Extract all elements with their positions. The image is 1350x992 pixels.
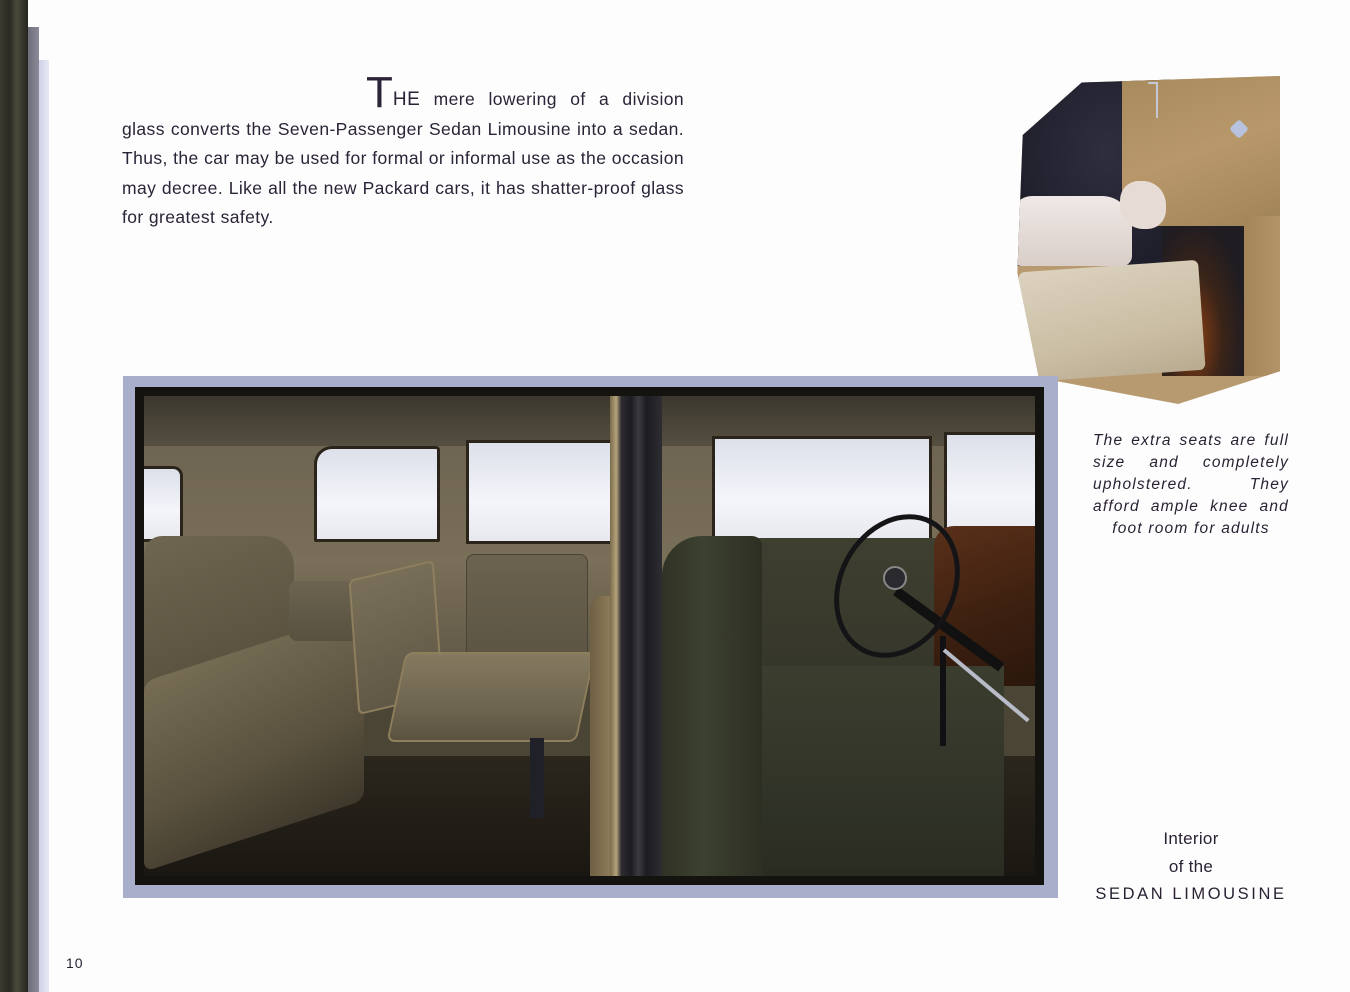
main-photo-mat — [123, 376, 1058, 898]
binding-spine-light — [39, 60, 49, 992]
front-seat-cushion — [744, 666, 1004, 876]
vignette-gloved-arm — [1012, 196, 1132, 266]
sedan-limousine-interior-photo — [144, 396, 1035, 876]
caption-line-2: of the — [1168, 857, 1214, 876]
binding-spine-grey — [28, 27, 39, 992]
drop-cap: T — [366, 68, 393, 117]
main-photo-frame — [135, 387, 1044, 885]
caption-line-1: Interior — [1163, 829, 1219, 848]
door-panel — [466, 554, 588, 666]
vignette-jump-seat — [1018, 260, 1205, 382]
jump-seat-cushion — [386, 652, 595, 742]
vignette-hook — [1148, 82, 1158, 118]
caption-line-3: SEDAN LIMOUSINE — [1095, 885, 1287, 903]
vignette-caption: The extra seats are full size and completely upholstered. They afford ample knee and foot room for adults — [1093, 432, 1289, 537]
intro-paragraph — [122, 68, 684, 233]
division-glass-post — [610, 396, 662, 876]
front-seat-back — [662, 536, 762, 876]
jump-seat-leg — [530, 738, 544, 818]
intro-first-line — [122, 68, 684, 117]
intro-body-text: glass converts the Seven-Passenger Sedan Limousine into a sedan. Thus, the car may be used for formal or informal use as the occasion may decree. Like all the new Packard cars, it has shatter-proof glass for greatest safety. — [122, 118, 684, 227]
extra-seat-vignette-photo — [1012, 76, 1280, 404]
main-photo-caption — [1092, 825, 1290, 907]
lead-word-rest: HE — [392, 89, 421, 110]
first-line-text: mere lowering of a division — [420, 89, 684, 109]
rear-door-window — [314, 446, 440, 542]
page-number: 10 — [66, 955, 84, 971]
binding-spine-dark — [0, 0, 28, 992]
steering-hub — [883, 566, 907, 590]
vignette-seat-post — [1244, 216, 1280, 376]
vignette-gloved-hand — [1120, 181, 1166, 229]
rear-quarter-window — [144, 466, 183, 542]
center-window — [466, 440, 622, 544]
